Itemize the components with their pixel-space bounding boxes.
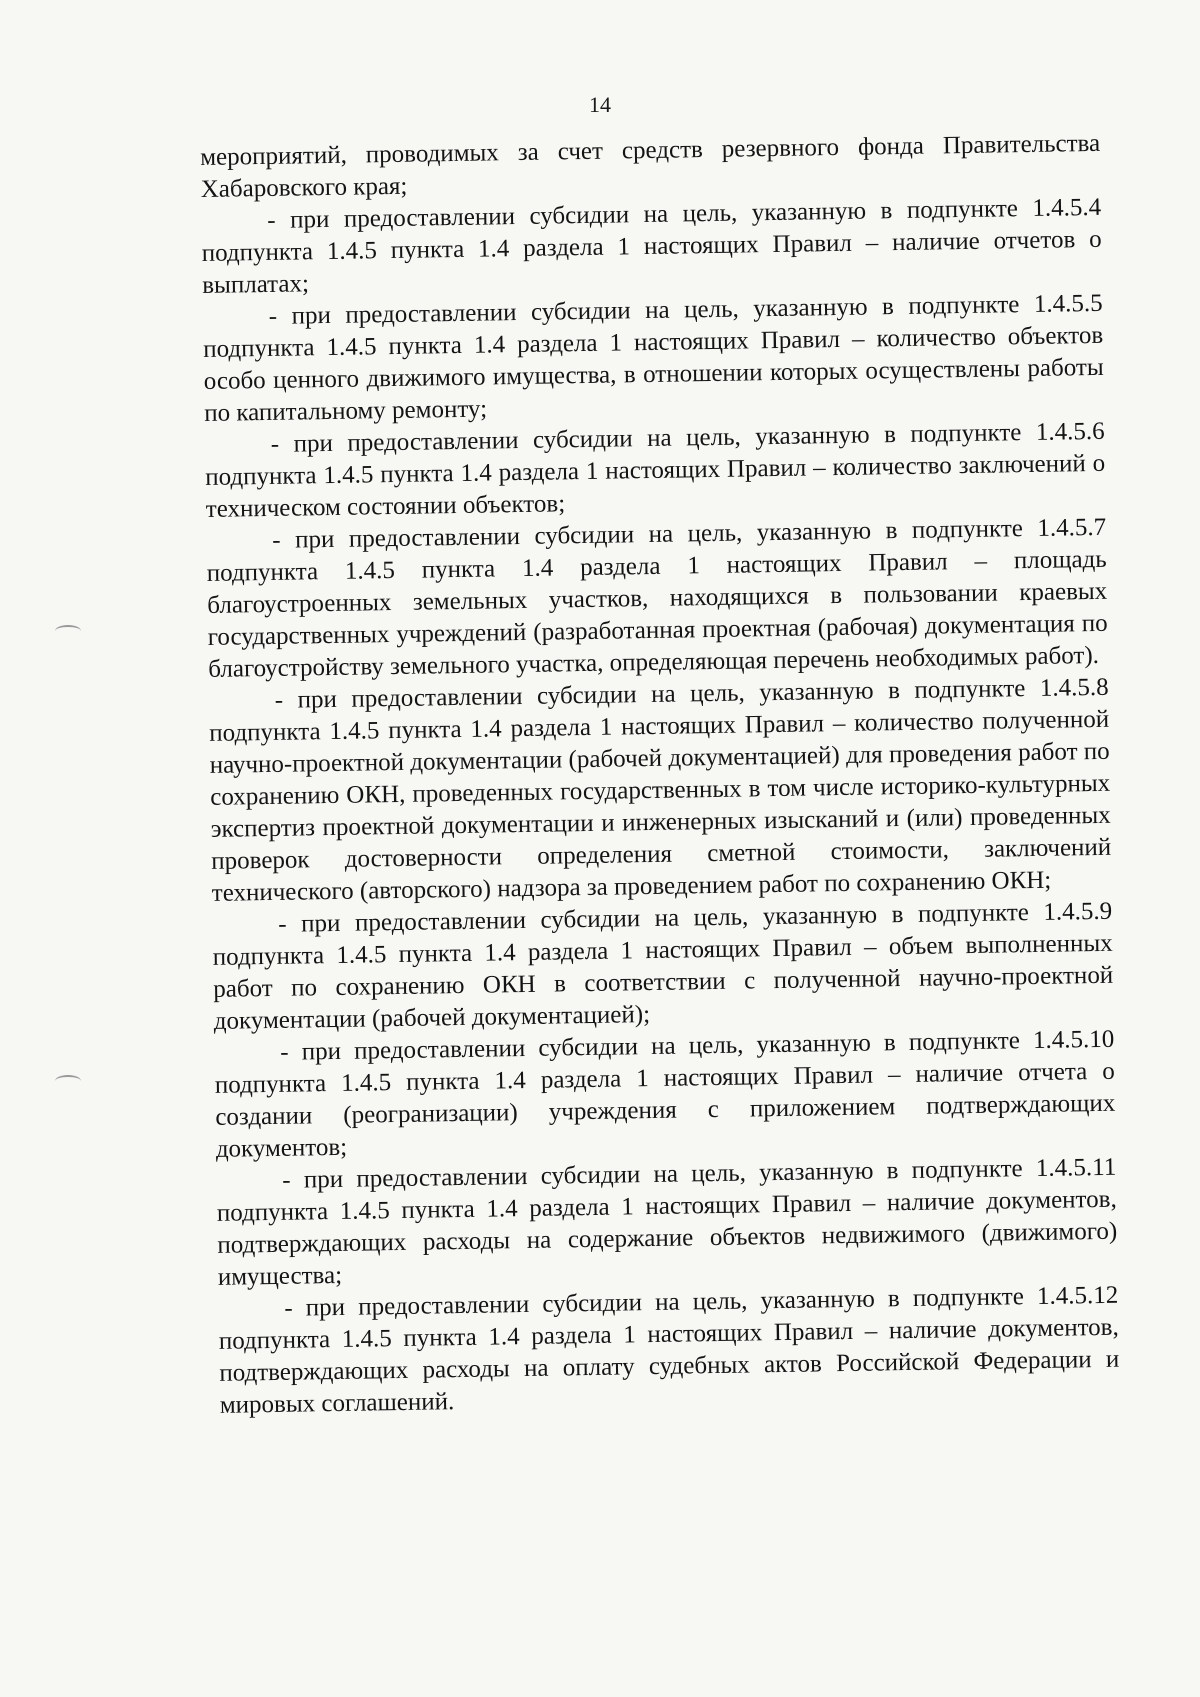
paragraph-10: - при предоставлении субсидии на цель, указанную в подпункте 1.4.5.12 подпункта 1.4.5 пункта 1.4 раздела 1 настоящих Правил – наличие документов, подтверждающих расходы на оплату судебных актов Российской Федерации и мировых соглашений.	[218, 1281, 1120, 1419]
scan-punch-mark	[55, 625, 81, 637]
document-body	[200, 128, 1120, 1422]
paragraph-5: - при предоставлении субсидии на цель, указанную в подпункте 1.4.5.7 подпункта 1.4.5 пункта 1.4 раздела 1 настоящих Правил – площадь благоустроенных земельных участков, находящихся в пользовании краевых государственных учреждений (разработанная проектная (рабочая) документация по благоустройству земельного участка, определяющая перечень необходимых работ).	[206, 513, 1108, 683]
paragraph-1: мероприятий, проводимых за счет средств резервного фонда Правительства Хабаровского края;	[200, 129, 1101, 203]
page-number: 14	[589, 92, 611, 117]
paragraph-4: - при предоставлении субсидии на цель, указанную в подпункте 1.4.5.6 подпункта 1.4.5 пункта 1.4 раздела 1 настоящих Правил – количество заключений о техническом состоянии объектов;	[205, 417, 1106, 523]
paragraph-7: - при предоставлении субсидии на цель, указанную в подпункте 1.4.5.9 подпункта 1.4.5 пункта 1.4 раздела 1 настоящих Правил – объем выполненных работ по сохранению ОКН в соответствии с полученной научно-проектной документации (рабочей документацией);	[212, 897, 1114, 1035]
scan-punch-mark	[55, 1075, 81, 1087]
paragraph-6: - при предоставлении субсидии на цель, указанную в подпункте 1.4.5.8 подпункта 1.4.5 пункта 1.4 раздела 1 настоящих Правил – количество полученной научно-проектной документации (рабочей документацией) для проведения работ по сохранению ОКН, проведенных государственных в том числе историко-культурных экспертиз проектной документации и инженерных изысканий и (или) проведенных проверок достоверности определения сметной стоимости, заключений технического (авторского) надзора за проведением работ по сохранению ОКН;	[209, 673, 1112, 907]
paragraph-2: - при предоставлении субсидии на цель, указанную в подпункте 1.4.5.4 подпункта 1.4.5 пункта 1.4 раздела 1 настоящих Правил – наличие отчетов о выплатах;	[201, 193, 1102, 299]
paragraph-9: - при предоставлении субсидии на цель, указанную в подпункте 1.4.5.11 подпункта 1.4.5 пункта 1.4 раздела 1 настоящих Правил – наличие документов, подтверждающих расходы на содержание объектов недвижимого (движимого) имущества;	[216, 1153, 1118, 1291]
paragraph-3: - при предоставлении субсидии на цель, указанную в подпункте 1.4.5.5 подпункта 1.4.5 пункта 1.4 раздела 1 настоящих Правил – количество объектов особо ценного движимого имущества, в отношении которых осуществлены работы по капитальному ремонту;	[203, 289, 1104, 427]
paragraph-8: - при предоставлении субсидии на цель, указанную в подпункте 1.4.5.10 подпункта 1.4.5 пункта 1.4 раздела 1 настоящих Правил – наличие отчета о создании (реогранизации) учреждения с приложением подтверждающих документов;	[214, 1025, 1116, 1163]
